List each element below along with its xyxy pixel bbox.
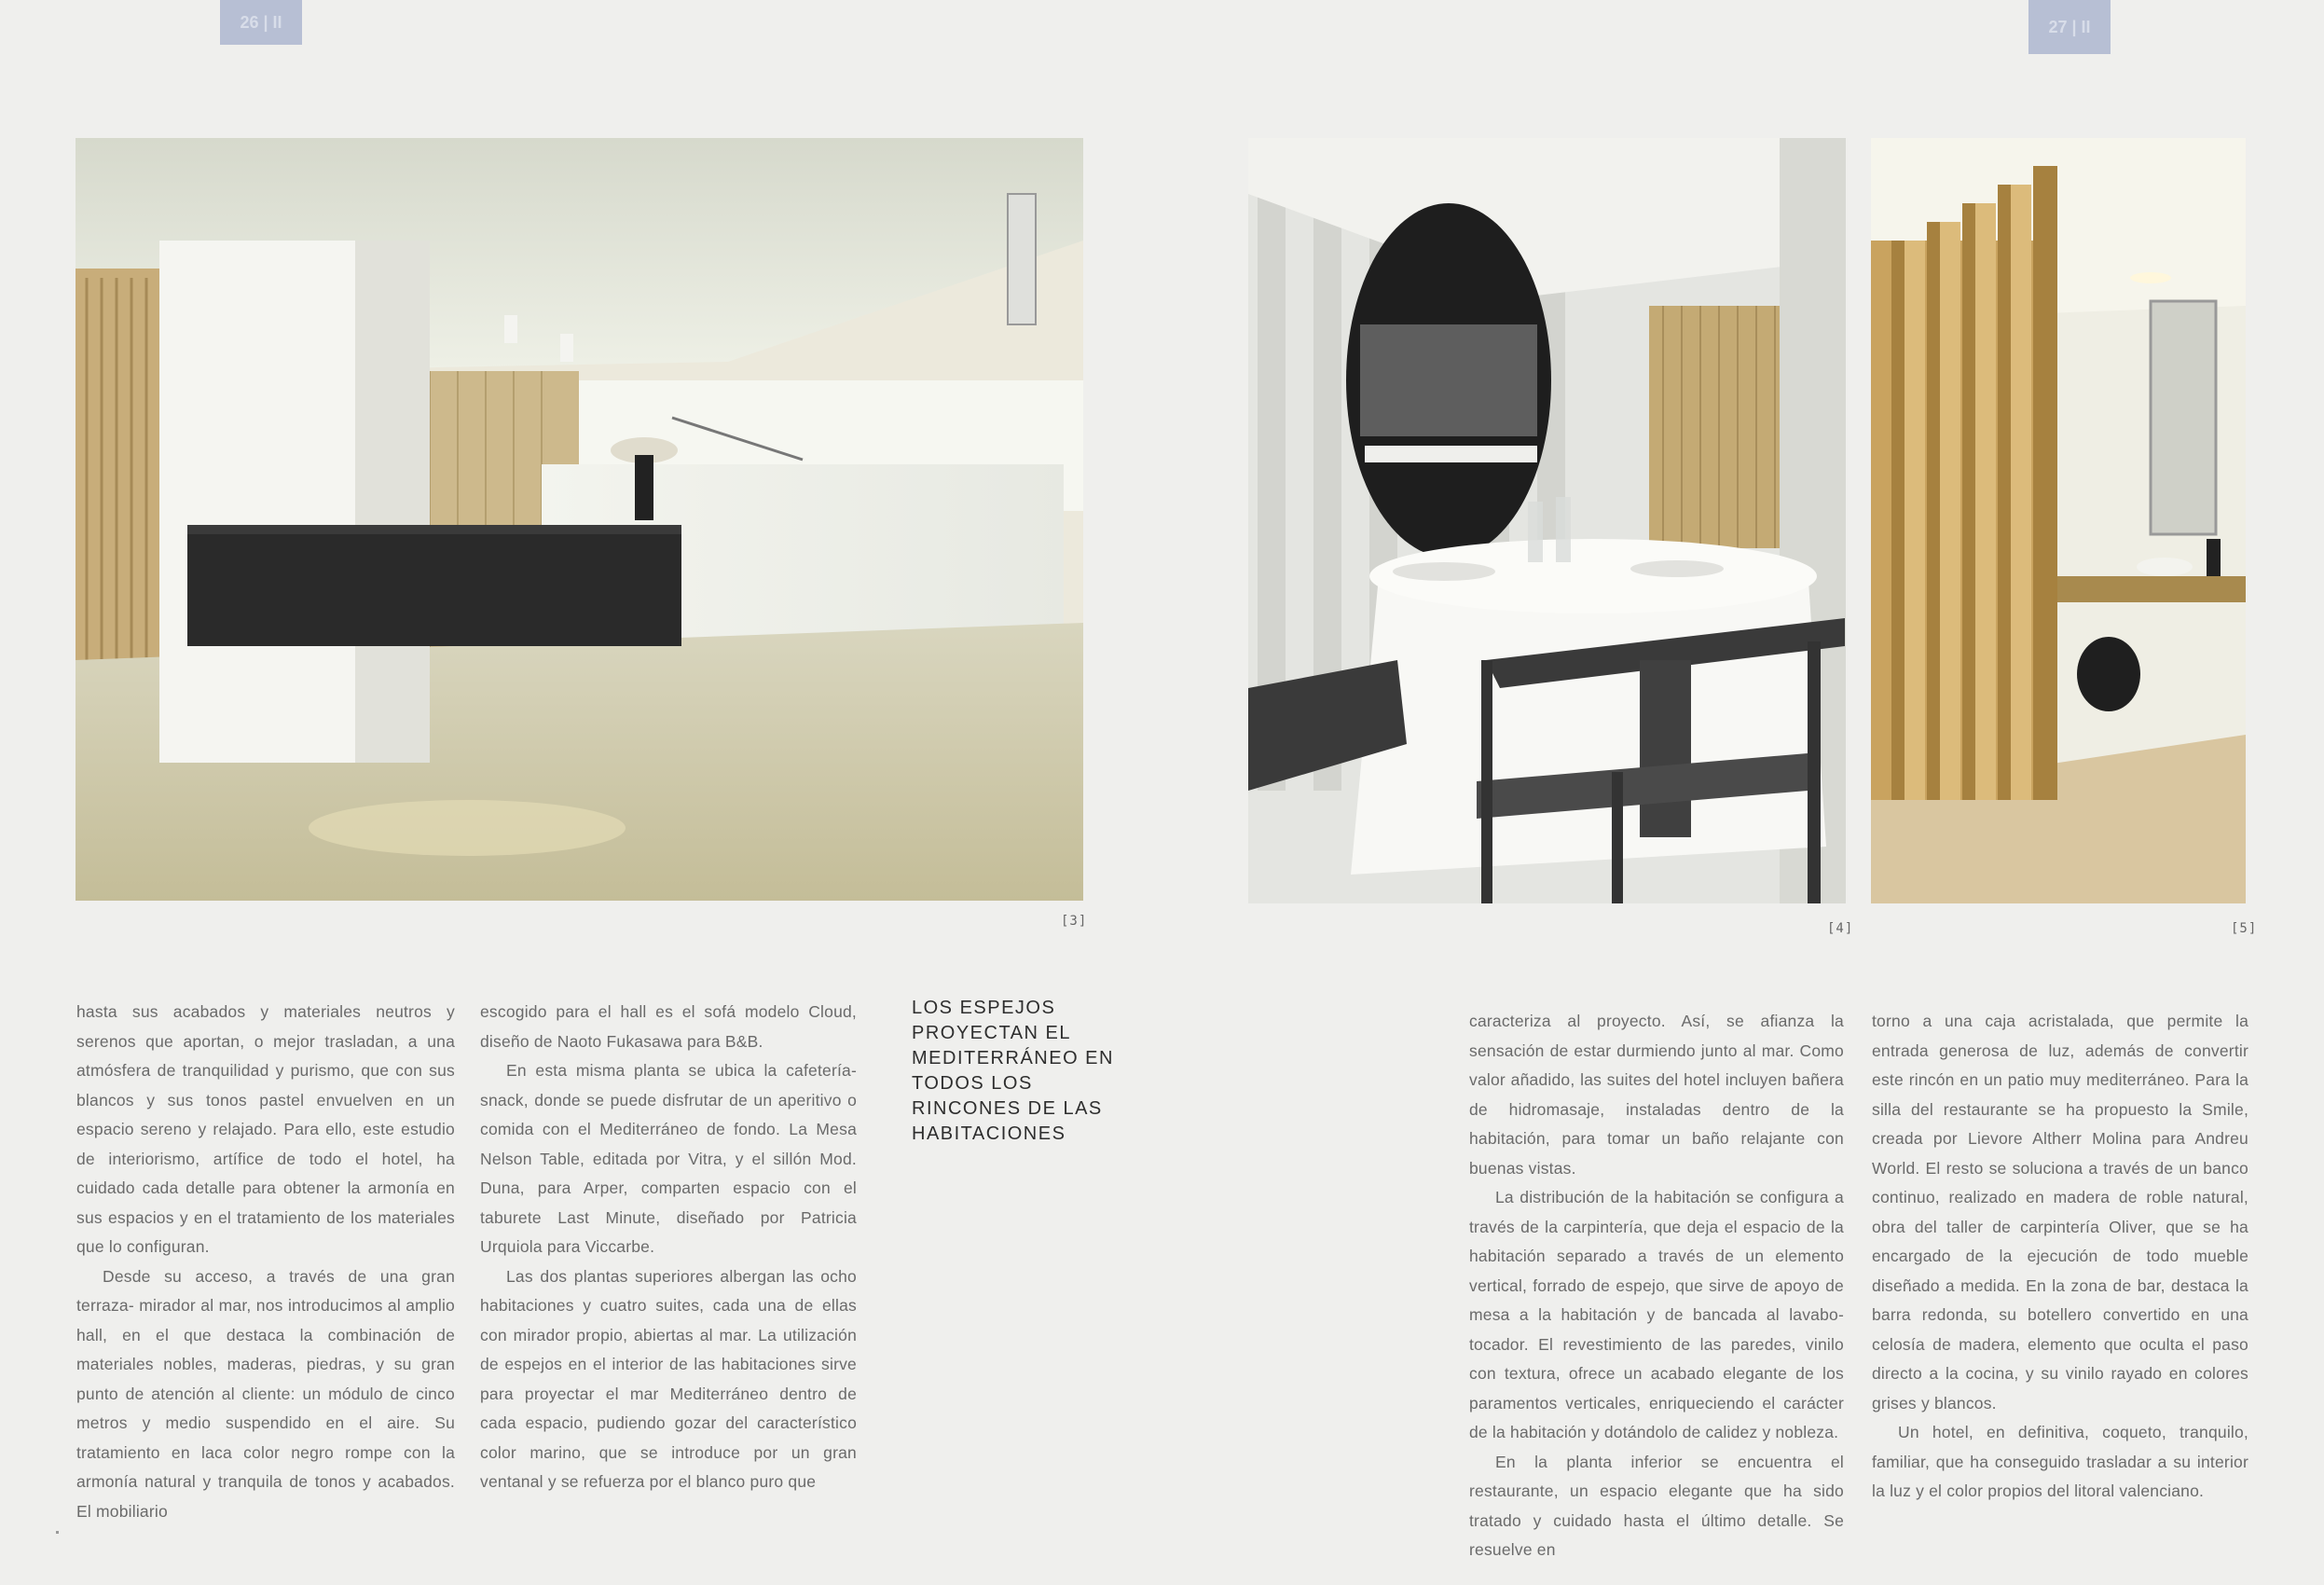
page-number-right: 27 | II (2028, 0, 2111, 54)
paragraph: Desde su acceso, a través de una gran terraza- mirador al mar, nos introducimos al amplio hall, en el que destaca la combinación de materiales nobles, maderas, piedras, y su gran punto de atención al cliente: un módulo de cinco metros y medio suspendido en el aire. Su tratamiento en laca color negro rompe con la armonía natural y tranquila de tonos y acabados. El mobiliario (76, 1266, 455, 1521)
paragraph: Las dos plantas superiores albergan las ocho habitaciones y cuatro suites, cada una de ellas con mirador propio, abiertas al mar. La utilización de espejos en el interior de las habitaciones sirve para proyectar el mar Mediterráneo dentro de cada espacio, pudiendo gozar del característico color marino, que se introduce por un gran ventanal y se refuerza por el blanco puro que (480, 1266, 857, 1491)
paragraph: En esta misma planta se ubica la cafetería-snack, donde se puede disfrutar de un aperitivo o comida con el Mediterráneo de fondo. La Mesa Nelson Table, editada por Vitra, y el sillón Mod. Duna, para Arper, comparten espacio con el taburete Last Minute, diseñado por Patricia Urquiola para Viccarbe. (480, 1061, 857, 1256)
page-mark (56, 1531, 59, 1534)
paragraph: torno a una caja acristalada, que permite la entrada generosa de luz, además de convertir este rincón en un patio muy mediterráneo. Para la silla del restaurante se ha propuesto la Smile, creada por Lievore Altherr Molina para Andreu World. El resto se soluciona a través de un banco continuo, realizado en madera de roble natural, obra del taller de carpintería Oliver, que se ha encargado de la ejecución de todo mueble diseñado a medida. En la zona de bar, destaca la barra redonda, su botellero convertido en una celosía de madera, elemento que oculta el paso directo a la cocina, y su vinilo rayado en colores grises y blancos. (1872, 1012, 2248, 1413)
paragraph: La distribución de la habitación se configura a través de la carpintería, que deja el espacio de la habitación separado a través de un elemento vertical, forrado de espejo, que sirve de apoyo de mesa a la habitación y de bancada al lavabo-tocador. El revestimiento de las paredes, vinilo con textura, ofrece un acabado elegante de los paramentos verticales, enriqueciendo el carácter de la habitación y dotándolo de calidez y nobleza. (1469, 1188, 1844, 1441)
article-column-1 (76, 998, 455, 1526)
article-column-2 (480, 998, 857, 1497)
paragraph: caracteriza al proyecto. Así, se afianza la sensación de estar durmiendo junto al mar. Como valor añadido, las suites del hotel incluyen bañera de hidromasaje, instaladas dentro de la habitación, para tomar un baño relajante con buenas vistas. (1469, 1012, 1844, 1178)
article-column-4 (1872, 1007, 2248, 1507)
photo-caption-4: [4] (1827, 921, 1854, 936)
paragraph: Un hotel, en definitiva, coqueto, tranquilo, familiar, que ha conseguido trasladar a su interior la luz y el color propios del litoral valenciano. (1872, 1423, 2248, 1500)
photo-caption-3: [3] (1061, 914, 1088, 929)
photo-caption-5: [5] (2231, 921, 2258, 936)
paragraph: hasta sus acabados y materiales neutros y serenos que aportan, o mejor trasladan, a una atmósfera de tranquilidad y purismo, que con sus blancos y sus tonos pastel envuelven en un espacio sereno y relajado. Para ello, este estudio de interiorismo, artífice de todo el hotel, ha cuidado cada detalle para obtener la armonía en sus espacios y en el tratamiento de los materiales que lo configuran. (76, 1002, 455, 1256)
lobby-photo (76, 138, 1083, 901)
restaurant-photo (1248, 138, 1846, 903)
paragraph: escogido para el hall es el sofá modelo Cloud, diseño de Naoto Fukasawa para B&B. (480, 1002, 857, 1051)
page-number-left: 26 | II (220, 0, 302, 45)
paragraph: En la planta inferior se encuentra el restaurante, un espacio elegante que ha sido tratado y cuidado hasta el último detalle. Se resuelve en (1469, 1452, 1844, 1559)
pull-quote: LOS ESPEJOS PROYECTAN EL MEDITERRÁNEO EN TODOS LOS RINCONES DE LAS HABITACIONES (912, 998, 1114, 1144)
article-column-3 (1469, 1007, 1844, 1565)
bathroom-photo (1871, 138, 2246, 903)
